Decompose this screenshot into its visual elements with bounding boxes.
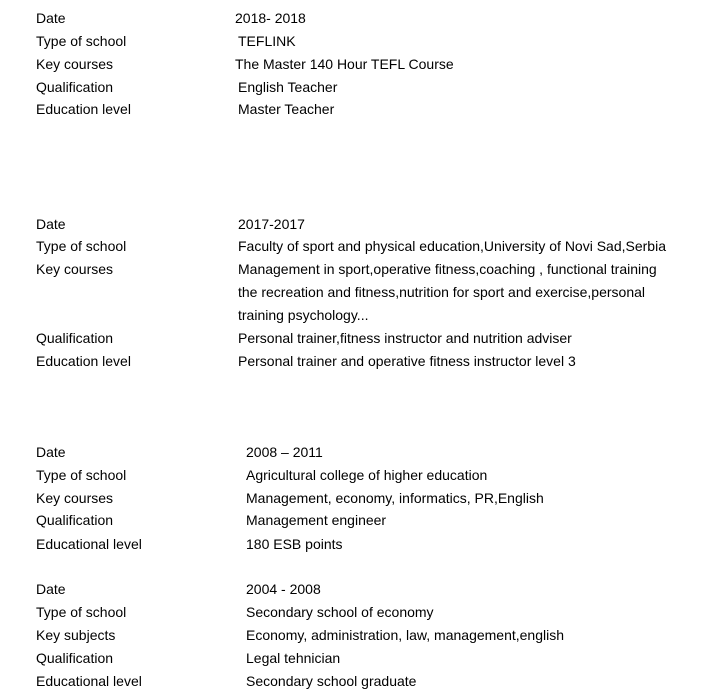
date-value: 2018- 2018 [235, 10, 306, 26]
type-of-school-value: Agricultural college of higher education [246, 467, 488, 483]
type-of-school-label: Type of school [36, 604, 127, 620]
key-courses-line-3: training psychology... [238, 307, 369, 323]
qualification-label: Qualification [36, 330, 114, 346]
key-courses-label: Key courses [36, 490, 114, 506]
type-of-school-value: Faculty of sport and physical education,University of Novi Sad,Serbia [238, 238, 666, 254]
education-level-label: Education level [36, 101, 131, 117]
key-courses-line-2: the recreation and fitness,nutrition for sport and exercise,personal [238, 284, 646, 300]
qualification-label: Qualification [36, 650, 114, 666]
key-courses-value: The Master 140 Hour TEFL Course [235, 56, 454, 72]
key-courses-label: Key courses [36, 56, 114, 72]
date-label: Date [36, 444, 66, 460]
education-level-label: Educational level [36, 673, 142, 689]
date-label: Date [36, 10, 66, 26]
qualification-value: Management engineer [246, 512, 387, 528]
education-level-label: Educational level [36, 536, 142, 552]
date-value: 2004 - 2008 [246, 581, 321, 597]
date-value: 2017-2017 [238, 216, 305, 232]
type-of-school-label: Type of school [36, 467, 127, 483]
qualification-value: Personal trainer,fitness instructor and nutrition adviser [238, 330, 572, 346]
education-level-value: Secondary school graduate [246, 673, 417, 689]
qualification-label: Qualification [36, 512, 114, 528]
education-level-value: Master Teacher [238, 101, 335, 117]
date-label: Date [36, 216, 66, 232]
key-subjects-label: Key subjects [36, 627, 116, 643]
education-level-value: Personal trainer and operative fitness instructor level 3 [238, 353, 576, 369]
key-courses-line-1: Management in sport,operative fitness,coaching , functional training [238, 261, 657, 277]
date-label: Date [36, 581, 66, 597]
education-level-label: Education level [36, 353, 131, 369]
date-value: 2008 – 2011 [246, 444, 323, 460]
key-courses-label: Key courses [36, 261, 114, 277]
type-of-school-label: Type of school [36, 238, 127, 254]
education-level-value: 180 ESB points [246, 536, 343, 552]
qualification-value: English Teacher [238, 79, 338, 95]
qualification-value: Legal tehnician [246, 650, 341, 666]
qualification-label: Qualification [36, 79, 114, 95]
type-of-school-value: TEFLINK [238, 33, 296, 49]
key-courses-value: Management, economy, informatics, PR,English [246, 490, 544, 506]
type-of-school-value: Secondary school of economy [246, 604, 434, 620]
key-subjects-value: Economy, administration, law, management,english [246, 627, 565, 643]
type-of-school-label: Type of school [36, 33, 127, 49]
